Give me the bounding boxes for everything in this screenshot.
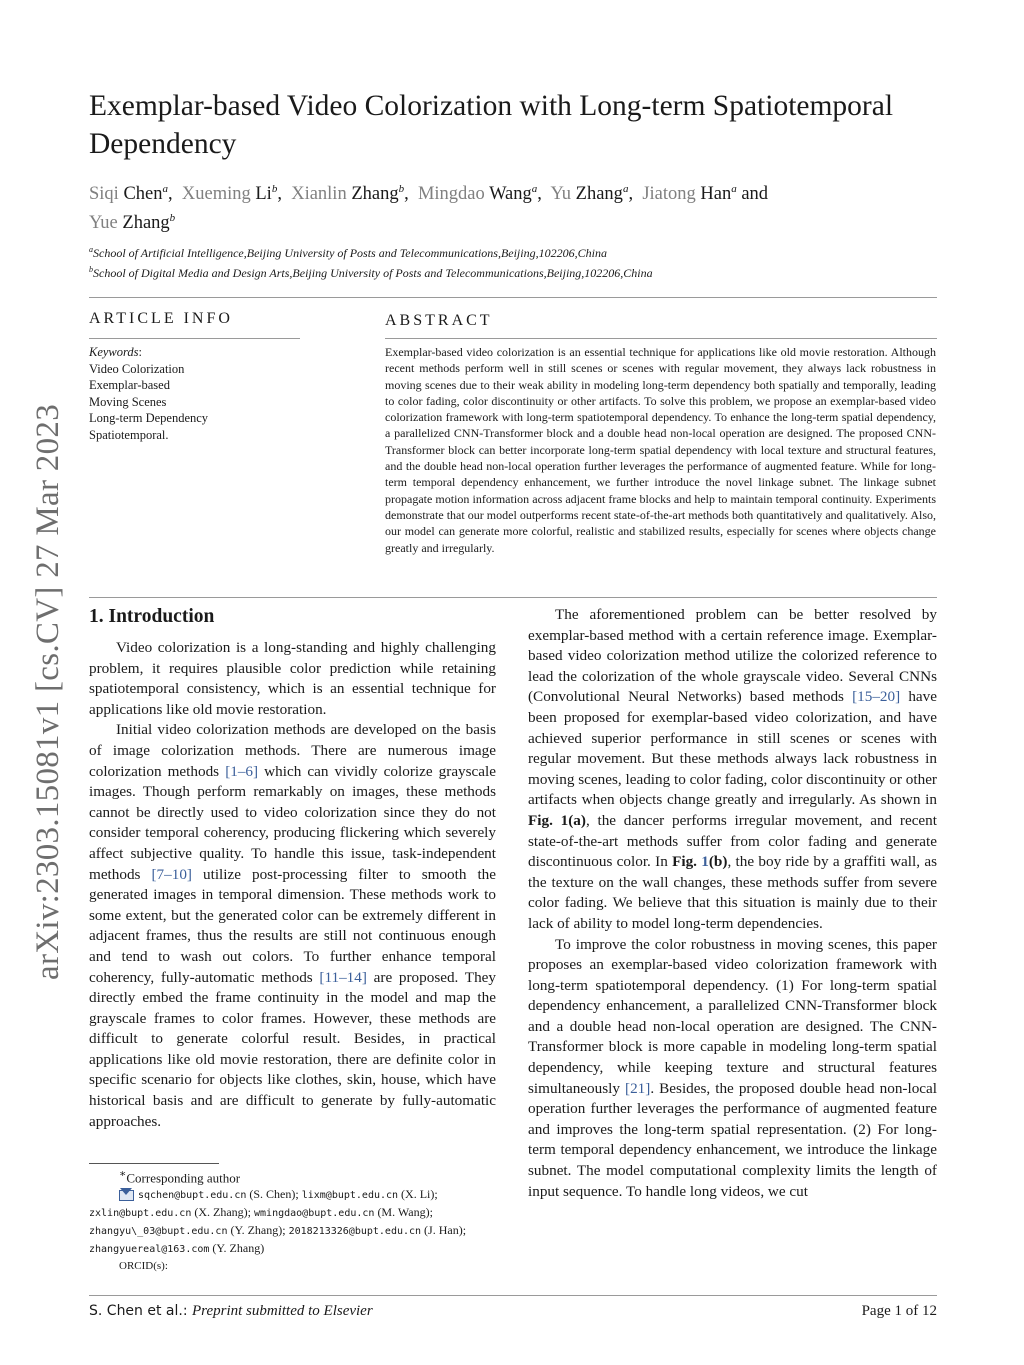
citation-link[interactable]: [15–20] xyxy=(852,688,901,706)
footer-rule xyxy=(89,1295,937,1296)
author[interactable]: Siqi Chen$^a$ xyxy=(89,183,169,205)
page-number: Page 1 of 12 xyxy=(861,1303,937,1319)
figure-reference[interactable]: Fig. 1(b) xyxy=(672,853,728,871)
footer-author: S. Chen et al. xyxy=(89,1303,183,1319)
author[interactable]: Xianlin Zhang$^b$ xyxy=(291,183,405,205)
orcid-label: ORCID(s): xyxy=(119,1260,168,1273)
keyword: Long-term Dependency xyxy=(89,411,209,425)
abstract-rule xyxy=(385,338,937,339)
paper-title: Exemplar-based Video Colorization with Long-term Spatiotemporal Dependency xyxy=(89,90,894,160)
paragraph: Initial video colorization methods are developed on the basis of image colorization methods. There are numerous image colorization methods [1–6] which can vividly colorize grayscale images. Though perform remarkably on images, these methods cannot be directly used to video colorization since they do not consider temporal coherency, producing flickering which severely affect subjective quality. To handle this issue, task-independent methods [7–10] utilize post-processing filter to smooth the generated images in temporal dimension. These methods work to some extent, but the generated color can be extremely different in adjacent frames, thus the results are still not continuous enough and tend to wash out colors. To further enhance temporal coherency, fully-automatic methods [11–14] are proposed. They directly embed the frame continuity in the model and map the grayscale frames to color frames. However, these methods are difficult to generate colorful result. Besides, in practical applications like old movie restoration, there are definite color in specific scenario for objects like clothes, skin, house, which have historical basis and are difficult to generate by fully-automatic approaches. xyxy=(89,721,497,1130)
keyword: Video Colorization xyxy=(89,361,185,376)
email-link[interactable]: zhangyuereal@163.com xyxy=(89,1244,210,1256)
corresponding-author-note: Corresponding author xyxy=(126,1170,241,1186)
keyword: Spatiotemporal. xyxy=(89,427,169,442)
author[interactable]: Jiatong Han$^a$ xyxy=(642,183,737,205)
email-link[interactable]: wmingdao@bupt.edu.cn xyxy=(254,1208,375,1220)
envelope-icon xyxy=(119,1190,134,1201)
email-link[interactable]: zhangyu\_03@bupt.edu.cn xyxy=(89,1226,228,1238)
email-link[interactable]: sqchen@bupt.edu.cn xyxy=(138,1190,247,1202)
keywords-block: Keywords: Video Colorization Exemplar-based Moving Scenes Long-term Dependency Spatiotemporal. xyxy=(89,345,209,442)
article-info-rule xyxy=(89,338,300,339)
citation-link[interactable]: [1–6] xyxy=(225,762,259,780)
author[interactable]: Mingdao Wang$^a$ xyxy=(417,183,538,205)
left-column xyxy=(89,638,496,1132)
paragraph: The aforementioned problem can be better resolved by exemplar-based method with a certain reference image. Exemplar-based video colorization method utilize the colorized reference to lead the colorization of the whole grayscale video. Several CNNs (Convolutional Neural Networks) based methods [15–20] have been proposed for exemplar-based video colorization, and have achieved superior performance in still scenes or scenes with regular movement. But these methods always lack robustness in moving scenes, leading to color fading, color discontinuity or other artifacts when objects change greatly and irregularly. As shown in Fig. 1(a), the dancer performs irregular movement, and recent state-of-the-art methods suffer from color fading and generate discontinuous color. In Fig. 1(b), the boy ride by a graffiti wall, as the texture on the wall changes, these methods suffer from severe color fading. We believe that this situation is mainly due to their lack of ability to model long-term dependencies. xyxy=(528,606,937,932)
email-link[interactable]: lixm@bupt.edu.cn xyxy=(301,1190,399,1202)
email-link[interactable]: 2018213326@bupt.edu.cn xyxy=(288,1226,422,1238)
author[interactable]: Yu Zhang$^a$ xyxy=(550,183,629,205)
keyword: Moving Scenes xyxy=(89,394,167,409)
arxiv-identifier: arXiv:2303.15081v1 [cs.CV] 27 Mar 2023 xyxy=(30,404,66,980)
affiliation-b: $^b$School of Digital Media and Design Arts,Beijing University of Posts and Telecommunications,Beijing,102206,China xyxy=(89,265,653,280)
section-heading-introduction: 1. Introduction xyxy=(89,606,215,627)
article-info-heading: ARTICLE INFO xyxy=(89,310,233,327)
header-rule xyxy=(89,297,937,298)
citation-link[interactable]: [21] xyxy=(625,1079,651,1097)
paragraph: Video colorization is a long-standing and highly challenging problem, it requires plausible color prediction while retaining spatiotemporal consistency, which is an essential technique for applications like old movie restoration. xyxy=(89,639,496,718)
author[interactable]: Xueming Li$^b$ xyxy=(181,183,278,205)
abstract-heading: ABSTRACT xyxy=(385,312,493,329)
author[interactable]: Yue Zhang$^b$ xyxy=(89,212,176,234)
citation-link[interactable]: [7–10] xyxy=(151,865,192,883)
figure-reference[interactable]: Fig. 1(a) xyxy=(528,811,586,829)
email-link[interactable]: zxlin@bupt.edu.cn xyxy=(89,1208,192,1220)
abstract-text: Exemplar-based video colorization is an essential technique for applications like old movie restoration. Although recent methods perform well in still scenes or scenes with regular movement, they always lack robustness in moving scenes due to their weak ability in modeling long-term dependency both spatially and temporally, leading to color fading, color discontinuity or other artifacts. To solve this problem, we propose an exemplar-based video colorization framework with long-term spatiotemporal dependency. To enhance the long-term spatial dependency, a parallelized CNN-Transformer block and a double head non-local operation are designed. The proposed CNN-Transformer block can better incorporate long-term spatial dependency with local texture and structural features, and the double head non-local operation further leverages the performance of augmented feature. While for long-term temporal dependency enhancement, we further introduce the novel linkage subnet. The linkage subnet propagate motion information across adjacent frame blocks and help to maintain temporal continuity. Experiments demonstrate that our model outperforms recent state-of-the-art methods both quantitatively and qualitatively. Also, our model can generate more colorful, realistic and stabilized results, especially for scenes where objects change greatly and irregularly. xyxy=(385,345,936,555)
footer-preprint-note: Preprint submitted to Elsevier xyxy=(192,1303,373,1319)
right-column xyxy=(528,605,937,1202)
keyword: Exemplar-based xyxy=(89,378,170,392)
body-rule xyxy=(89,597,937,598)
footnote-rule xyxy=(89,1163,219,1164)
affiliation-a: $^a$School of Artificial Intelligence,Beijing University of Posts and Telecommunications,Beijing,102206,China xyxy=(89,245,607,260)
keywords-label: Keywords xyxy=(89,345,139,359)
citation-link[interactable]: [11–14] xyxy=(319,968,367,986)
paragraph: To improve the color robustness in moving scenes, this paper proposes an exemplar-based video colorization framework with long-term spatiotemporal dependency. (1) For long-term spatial dependency enhancement, a parallelized CNN-Transformer block and a double head non-local operation are designed. The CNN-Transformer block is more capable in modeling long-term spatial dependency, while keeping texture and structural features simultaneously [21]. Besides, the proposed double head non-local operation further leverages the performance of augmented feature and improves the long-term spatial representation. (2) For long-term temporal dependency enhancement, we introduce the linkage subnet. The model computational complexity limits the length of input sequence. To handle long videos, we cut xyxy=(528,935,937,1200)
footnotes: ∗Corresponding author sqchen@bupt.edu.cn (S. Chen); lixm@bupt.edu.cn (X. Li); zxlin@bupt.edu.cn (X. Zhang); wmingdao@bupt.edu.cn (M. Wang); zhangyu\_03@bupt.edu.cn (Y. Zhang); 2018213326@bupt.edu.cn (J. Han); zhangyuereal@163.com (Y. Zhang) ORCID(s): xyxy=(89,1166,509,1275)
author-list: Siqi Chen$^a$, Xueming Li$^b$, Xianlin Zhang$^b$, Mingdao Wang$^a$, Yu Zhang$^a$, Jiatong Han$^a$ and Yue Zhang$^b$ xyxy=(89,183,769,234)
